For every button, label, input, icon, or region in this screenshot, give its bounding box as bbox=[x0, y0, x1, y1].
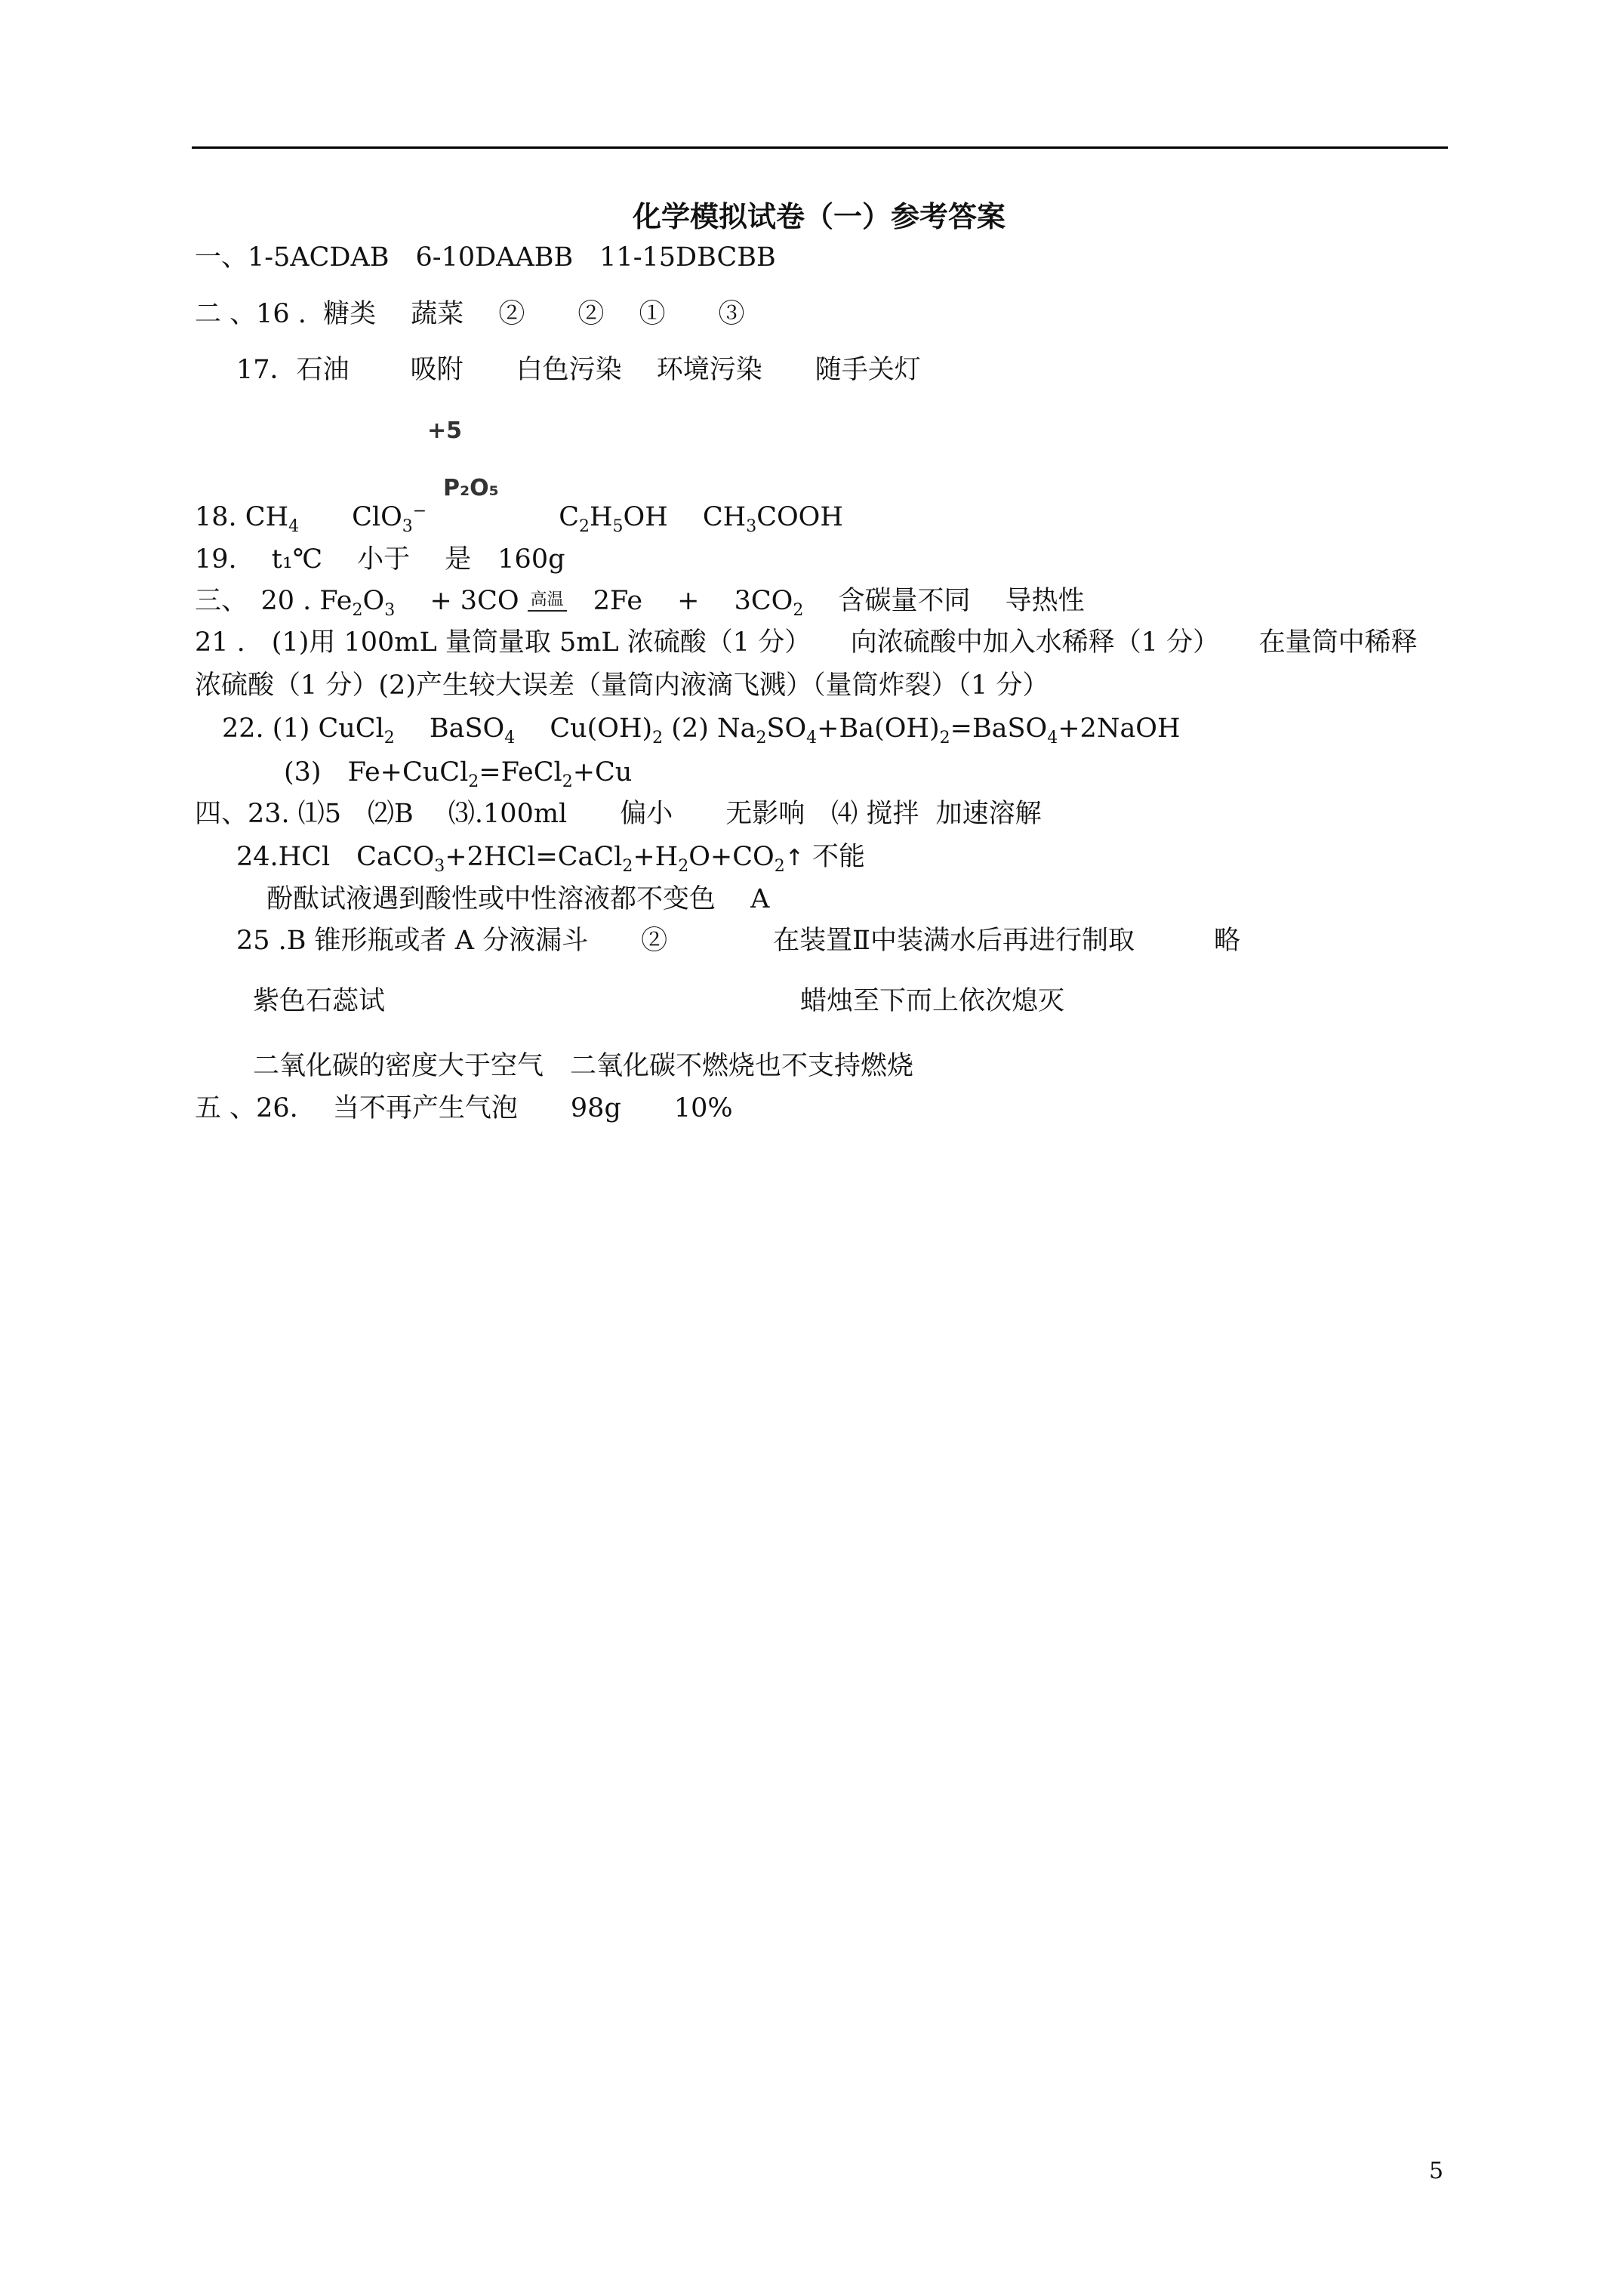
gas-arrow-icon: ↑ bbox=[784, 845, 804, 871]
answer-20-suffix: 含碳量不同 导热性 bbox=[838, 586, 1085, 616]
oxidation-state-label: +5 bbox=[427, 418, 463, 444]
answer-20-prefix: 三、 20 . bbox=[195, 586, 320, 616]
answer-18-label: 18. bbox=[195, 502, 245, 532]
header-rule bbox=[192, 146, 1448, 149]
answer-26: 五 、26. 当不再产生气泡 98g 10% bbox=[195, 1093, 733, 1123]
answer-24: 24.HCl $CaCO_3+2HCl=CaCl_2+H_2O+CO_2↑$ 不能 bbox=[236, 842, 865, 876]
answer-18: 18. $CH_4$ ClO$_3$− $C_2H_5OH$ $CH_3COOH$ bbox=[195, 501, 843, 536]
answer-section-1: 一、1-5ACDAB 6-10DAABB 11-15DBCBB bbox=[195, 242, 776, 273]
answer-25-line-3: 二氧化碳的密度大于空气 二氧化碳不燃烧也不支持燃烧 bbox=[253, 1051, 914, 1081]
answer-21-line-2: 浓硫酸（1 分）(2)产生较大误差（量筒内液滴飞溅）（量筒炸裂）（1 分） bbox=[195, 670, 1049, 701]
answer-22-3: (3) Fe+CuCl$_2$=FeCl$_2$+Cu bbox=[284, 757, 633, 791]
answer-17: 17．石油 吸附 白色污染 环境污染 随手关灯 bbox=[236, 355, 921, 385]
answer-23: 四、23. ⑴5 ⑵B ⑶.100ml 偏小 无影响 ⑷ 搅拌 加速溶解 bbox=[195, 799, 1042, 829]
answer-20: 三、 20 . $Fe_2O_3$ + 3CO 高温 2Fe + $3CO_2$ 含碳量不同 导热性 bbox=[195, 586, 1085, 620]
answer-24-suffix: 不能 bbox=[812, 842, 865, 872]
page-number: 5 bbox=[1429, 2158, 1444, 2184]
answer-22: 22. (1) CuCl$_2$ BaSO$_4$ $Cu(OH)_2$ (2) $Na_2SO_4+Ba(OH)_2=BaSO_4+2NaOH$ bbox=[222, 713, 1181, 747]
reaction-condition: 高温 bbox=[528, 592, 567, 609]
answer-25-line-2b: 蜡烛至下而上依次熄灭 bbox=[800, 986, 1065, 1016]
answer-25-line-2a: 紫色石蕊试 bbox=[253, 986, 386, 1016]
answer-25-line-1: 25 .B 锥形瓶或者 A 分液漏斗 ② 在装置Ⅱ中装满水后再进行制取 略 bbox=[236, 926, 1240, 956]
answer-19: 19. t₁℃ 小于 是 160g bbox=[195, 544, 565, 575]
page-title: 化学模拟试卷（一）参考答案 bbox=[633, 199, 1006, 233]
answer-24-prefix: 24.HCl bbox=[236, 842, 331, 872]
answer-24-line-2: 酚酞试液遇到酸性或中性溶液都不变色 A bbox=[266, 884, 770, 914]
answer-16: 二 、16 . 糖类 蔬菜 ② ② ① ③ bbox=[195, 299, 745, 329]
p2o5-formula: P₂O₅ bbox=[443, 475, 499, 501]
answer-21-line-1: 21 . (1)用 100mL 量筒量取 5mL 浓硫酸（1 分） 向浓硫酸中加入水稀释（1 分） 在量筒中稀释 bbox=[195, 627, 1418, 658]
